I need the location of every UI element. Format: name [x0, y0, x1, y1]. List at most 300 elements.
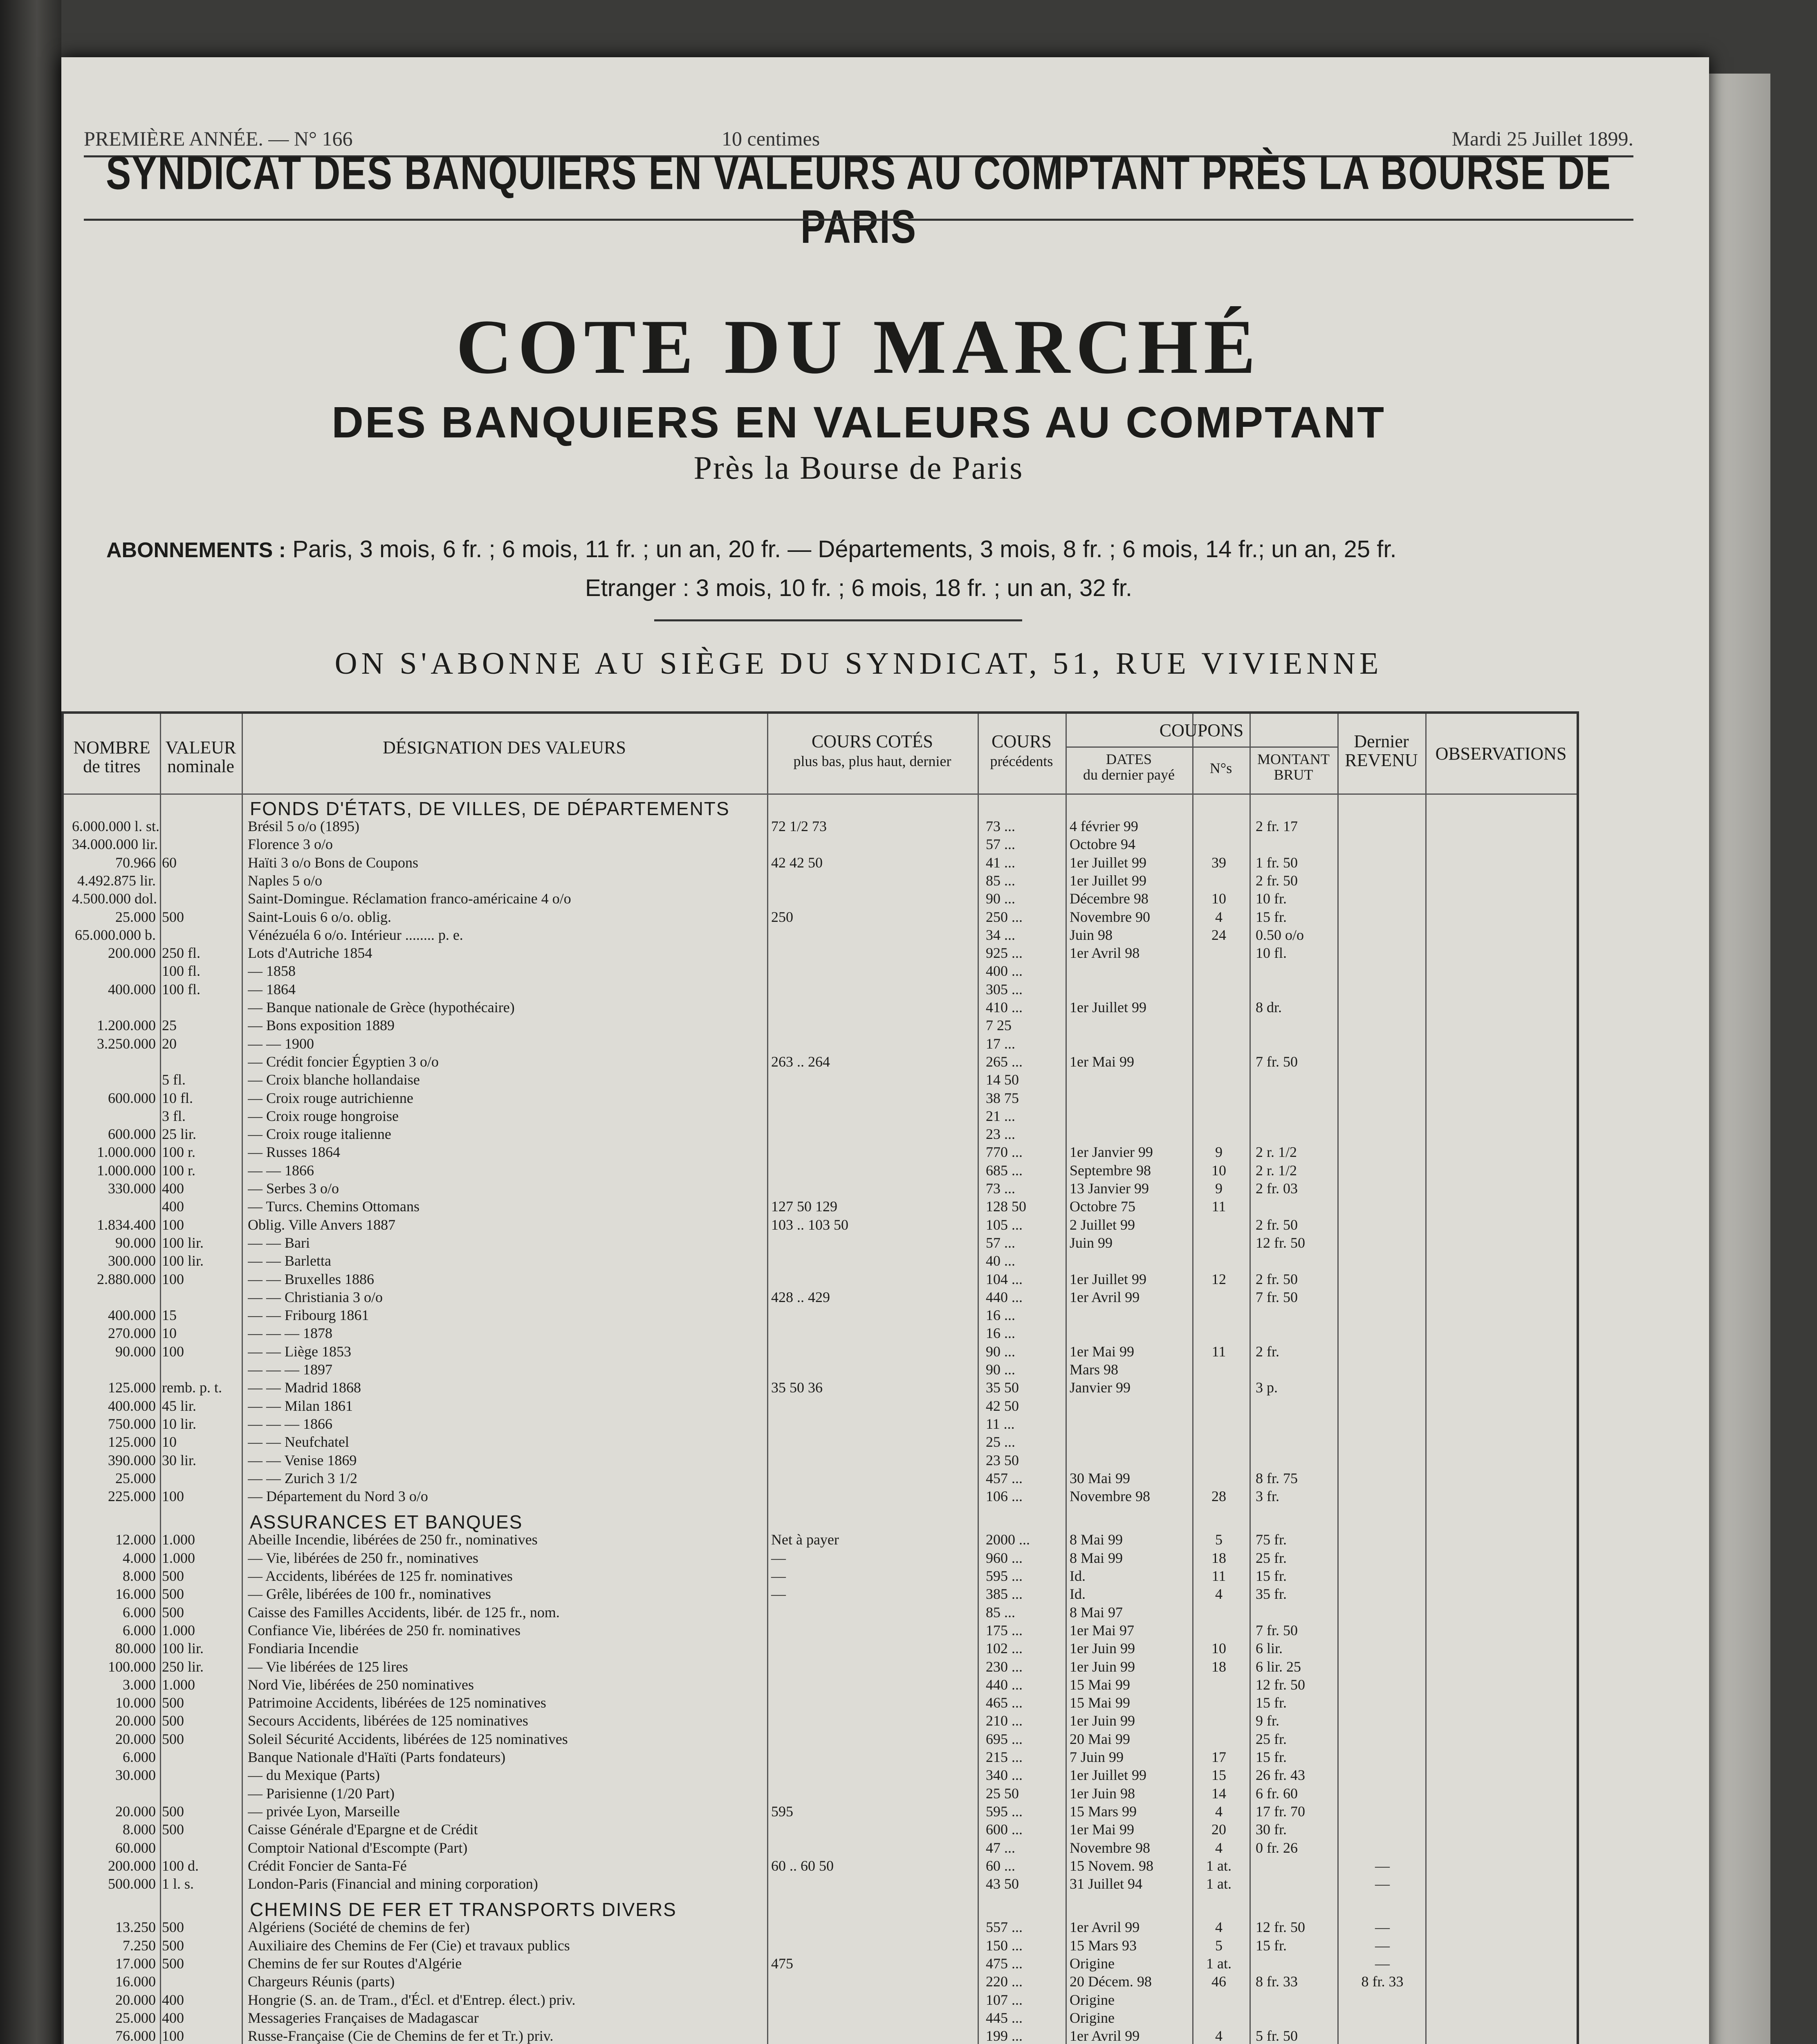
- valeur-cell: 500: [162, 1955, 184, 1972]
- coupon-number-cell: 1 at.: [1206, 1955, 1232, 1972]
- designation-cell: — Accidents, libérées de 125 fr. nominatives: [248, 1568, 513, 1584]
- coupon-date-cell: 1er Mai 99: [1070, 1053, 1134, 1070]
- nombre-cell: 6.000: [123, 1622, 156, 1638]
- coupon-date-cell: 1er Mai 99: [1070, 1821, 1134, 1838]
- table-row: [64, 1217, 1577, 1233]
- cours-precedents-cell: 210 ...: [986, 1712, 1023, 1729]
- designation-cell: Abeille Incendie, libérées de 250 fr., nominatives: [248, 1531, 538, 1548]
- issue-number: PREMIÈRE ANNÉE. — N° 166: [84, 127, 353, 150]
- table-row: [64, 1992, 1577, 2008]
- montant-brut-cell: 15 fr.: [1256, 1749, 1287, 1765]
- cours-cotes-cell: Net à payer: [771, 1531, 839, 1548]
- dernier-revenu-cell: —: [1375, 1937, 1390, 1954]
- cours-precedents-cell: 23 ...: [986, 1126, 1015, 1143]
- cours-precedents-cell: 925 ...: [986, 945, 1023, 961]
- montant-brut-cell: 5 fr. 50: [1256, 2028, 1298, 2044]
- cours-precedents-cell: 21 ...: [986, 1107, 1015, 1124]
- coupons-rule: [1066, 746, 1337, 748]
- coupon-number-cell: 9: [1215, 1180, 1223, 1197]
- cours-precedents-cell: 770 ...: [986, 1144, 1023, 1161]
- designation-cell: Confiance Vie, libérées de 250 fr. nominatives: [248, 1622, 520, 1638]
- cours-precedents-cell: 105 ...: [986, 1216, 1023, 1233]
- coupon-number-cell: 18: [1211, 1549, 1226, 1566]
- section-heading: FONDS D'ÉTATS, DE VILLES, DE DÉPARTEMENTS: [250, 798, 730, 819]
- designation-cell: Algériens (Société de chemins de fer): [248, 1919, 470, 1936]
- montant-brut-cell: 6 lir.: [1256, 1640, 1283, 1657]
- montant-brut-cell: 3 p.: [1256, 1379, 1278, 1396]
- table-row: [64, 1694, 1577, 1711]
- table-row: [64, 1676, 1577, 1693]
- cours-cotes-cell: 72 1/2 73: [771, 818, 827, 834]
- cours-cotes-cell: —: [771, 1549, 786, 1566]
- designation-cell: — Russes 1864: [248, 1144, 341, 1161]
- coupon-date-cell: Juin 98: [1070, 926, 1113, 943]
- coupon-date-cell: 20 Mai 99: [1070, 1730, 1130, 1747]
- designation-cell: — Crédit foncier Égyptien 3 o/o: [248, 1053, 439, 1070]
- table-row: [64, 1434, 1577, 1450]
- designation-cell: — Croix rouge hongroise: [248, 1107, 399, 1124]
- designation-cell: Banque Nationale d'Haïti (Parts fondateurs): [248, 1749, 506, 1765]
- table-row: [64, 1071, 1577, 1088]
- cours-cotes-cell: 60 .. 60 50: [771, 1857, 834, 1874]
- cours-precedents-cell: 265 ...: [986, 1053, 1023, 1070]
- nombre-cell: 500.000: [108, 1876, 156, 1892]
- valeur-cell: 10 fl.: [162, 1089, 193, 1106]
- table-row: [64, 963, 1577, 979]
- quotation-table: [61, 711, 1579, 2044]
- coupon-date-cell: Origine: [1070, 1955, 1115, 1972]
- montant-brut-cell: 30 fr.: [1256, 1821, 1287, 1838]
- coupon-date-cell: 31 Juillet 94: [1070, 1876, 1142, 1892]
- montant-brut-cell: 2 r. 1/2: [1256, 1162, 1297, 1179]
- valeur-cell: 100 fl.: [162, 963, 200, 979]
- designation-cell: Brésil 5 o/o (1895): [248, 818, 359, 834]
- cours-precedents-cell: 16 ...: [986, 1325, 1015, 1342]
- valeur-cell: 100 lir.: [162, 1234, 204, 1251]
- montant-brut-cell: 26 fr. 43: [1256, 1767, 1305, 1784]
- valeur-cell: 100 lir.: [162, 1640, 204, 1657]
- cours-precedents-cell: 305 ...: [986, 981, 1023, 997]
- coupon-number-cell: 10: [1211, 1162, 1226, 1179]
- coupon-date-cell: 1er Juin 99: [1070, 1658, 1135, 1675]
- table-row: [64, 1876, 1577, 1892]
- nombre-cell: 400.000: [108, 1307, 156, 1324]
- valeur-cell: remb. p. t.: [162, 1379, 222, 1396]
- coupon-date-cell: 4 février 99: [1070, 818, 1138, 834]
- nombre-cell: 6.000.000 l. st.: [72, 818, 160, 834]
- table-row: [64, 1604, 1577, 1620]
- designation-cell: — Bons exposition 1889: [248, 1017, 395, 1034]
- table-row: [64, 1325, 1577, 1341]
- coupon-date-cell: 30 Mai 99: [1070, 1470, 1130, 1486]
- table-row: [64, 1712, 1577, 1729]
- table-row: [64, 1307, 1577, 1323]
- coupon-date-cell: 1er Avril 99: [1070, 2028, 1140, 2044]
- coupon-number-cell: 12: [1211, 1271, 1226, 1287]
- nombre-cell: 17.000: [115, 1955, 156, 1972]
- nombre-cell: 76.000: [115, 2028, 156, 2044]
- valeur-cell: 45 lir.: [162, 1397, 197, 1414]
- valeur-cell: 10: [162, 1434, 177, 1450]
- designation-cell: — — Liège 1853: [248, 1343, 351, 1360]
- montant-brut-cell: 17 fr. 70: [1256, 1803, 1305, 1820]
- cours-precedents-cell: 220 ...: [986, 1973, 1023, 1990]
- montant-brut-cell: 10 fr.: [1256, 890, 1287, 907]
- valeur-cell: 100 r.: [162, 1144, 196, 1161]
- cours-precedents-cell: 90 ...: [986, 1361, 1015, 1378]
- header-dates: DATES du dernier payé: [1083, 751, 1175, 783]
- table-row: [64, 1379, 1577, 1396]
- coupon-number-cell: 5: [1215, 1937, 1223, 1954]
- table-row: [64, 1767, 1577, 1783]
- cours-precedents-cell: 445 ...: [986, 2009, 1023, 2026]
- table-row: [64, 1108, 1577, 1124]
- coupon-number-cell: 4: [1215, 2028, 1223, 2044]
- valeur-cell: 100 d.: [162, 1857, 199, 1874]
- cours-precedents-cell: 90 ...: [986, 1343, 1015, 1360]
- coupon-date-cell: 7 Juin 99: [1070, 1749, 1124, 1765]
- designation-cell: — — Bari: [248, 1234, 310, 1251]
- cours-precedents-cell: 23 50: [986, 1452, 1019, 1468]
- table-row: [64, 1017, 1577, 1033]
- valeur-cell: 15: [162, 1307, 177, 1324]
- header-montant: MONTANT BRUT: [1257, 751, 1330, 783]
- designation-cell: — — — 1878: [248, 1325, 332, 1342]
- designation-cell: Chargeurs Réunis (parts): [248, 1973, 395, 1990]
- coupon-date-cell: 2 Juillet 99: [1070, 1216, 1135, 1233]
- coupon-date-cell: 1er Juin 98: [1070, 1785, 1135, 1802]
- nombre-cell: 750.000: [108, 1415, 156, 1432]
- nombre-cell: 16.000: [115, 1586, 156, 1602]
- designation-cell: — Croix blanche hollandaise: [248, 1071, 420, 1088]
- coupon-number-cell: 18: [1211, 1658, 1226, 1675]
- header-rule: [64, 793, 1577, 795]
- header-nombre: NOMBRE de titres: [73, 737, 150, 776]
- valeur-cell: 25 lir.: [162, 1126, 197, 1143]
- coupon-date-cell: 1er Mai 97: [1070, 1622, 1134, 1638]
- coupon-date-cell: 1er Mai 99: [1070, 1343, 1134, 1360]
- table-row: [64, 1198, 1577, 1215]
- cours-cotes-cell: —: [771, 1568, 786, 1584]
- nombre-cell: 2.880.000: [97, 1271, 156, 1287]
- montant-brut-cell: 6 lir. 25: [1256, 1658, 1301, 1675]
- montant-brut-cell: 3 fr.: [1256, 1488, 1279, 1505]
- coupon-date-cell: Novembre 90: [1070, 908, 1150, 925]
- table-row: [64, 945, 1577, 961]
- designation-cell: London-Paris (Financial and mining corporation): [248, 1876, 538, 1892]
- coupon-date-cell: 8 Mai 99: [1070, 1549, 1123, 1566]
- designation-cell: — Turcs. Chemins Ottomans: [248, 1198, 420, 1215]
- cours-precedents-cell: 73 ...: [986, 818, 1015, 834]
- nombre-cell: 300.000: [108, 1253, 156, 1269]
- nombre-cell: 70.966: [115, 854, 156, 871]
- table-row: [64, 1090, 1577, 1106]
- coupon-date-cell: 15 Mars 93: [1070, 1937, 1137, 1954]
- montant-brut-cell: 2 fr. 17: [1256, 818, 1298, 834]
- coupon-date-cell: 1er Juillet 99: [1070, 854, 1146, 871]
- table-row: [64, 1803, 1577, 1820]
- montant-brut-cell: 0 fr. 26: [1256, 1839, 1298, 1856]
- cours-cotes-cell: 250: [771, 908, 793, 925]
- cours-precedents-cell: 107 ...: [986, 1991, 1023, 2008]
- banner-rule: [84, 219, 1633, 221]
- cours-precedents-cell: 14 50: [986, 1071, 1019, 1088]
- cours-precedents-cell: 7 25: [986, 1017, 1012, 1034]
- table-row: [64, 909, 1577, 925]
- montant-brut-cell: 0.50 o/o: [1256, 926, 1304, 943]
- table-row: [64, 1398, 1577, 1414]
- nombre-cell: 20.000: [115, 1730, 156, 1747]
- cours-precedents-cell: 34 ...: [986, 926, 1015, 943]
- coupon-number-cell: 4: [1215, 1586, 1223, 1602]
- designation-cell: — — Madrid 1868: [248, 1379, 361, 1396]
- cours-precedents-cell: 25 ...: [986, 1434, 1015, 1450]
- table-row: [64, 854, 1577, 871]
- designation-cell: — Serbes 3 o/o: [248, 1180, 339, 1197]
- valeur-cell: 1.000: [162, 1549, 195, 1566]
- coupon-date-cell: 15 Mars 99: [1070, 1803, 1137, 1820]
- table-row: [64, 1622, 1577, 1638]
- cours-precedents-cell: 41 ...: [986, 854, 1015, 871]
- valeur-cell: 10 lir.: [162, 1415, 197, 1432]
- designation-cell: — Vie libérées de 125 lires: [248, 1658, 408, 1675]
- cours-precedents-cell: 60 ...: [986, 1857, 1015, 1874]
- montant-brut-cell: 2 fr. 03: [1256, 1180, 1298, 1197]
- coupon-date-cell: 15 Novem. 98: [1070, 1857, 1153, 1874]
- designation-cell: Soleil Sécurité Accidents, libérées de 125 nominatives: [248, 1730, 568, 1747]
- coupon-number-cell: 24: [1211, 926, 1226, 943]
- nombre-cell: 4.500.000 dol.: [72, 890, 157, 907]
- main-title: COTE DU MARCHÉ: [456, 304, 1261, 390]
- coupon-number-cell: 46: [1211, 1973, 1226, 1990]
- table-row: [64, 1973, 1577, 1990]
- cours-precedents-cell: 440 ...: [986, 1289, 1023, 1305]
- cours-precedents-cell: 685 ...: [986, 1162, 1023, 1179]
- nombre-cell: 1.200.000: [97, 1017, 156, 1034]
- nombre-cell: 270.000: [108, 1325, 156, 1342]
- valeur-cell: 1.000: [162, 1622, 195, 1638]
- designation-cell: Lots d'Autriche 1854: [248, 945, 372, 961]
- cours-precedents-cell: 85 ...: [986, 872, 1015, 889]
- table-row: [64, 1840, 1577, 1856]
- nombre-cell: 600.000: [108, 1089, 156, 1106]
- nombre-cell: 25.000: [115, 1470, 156, 1486]
- valeur-cell: 500: [162, 1694, 184, 1711]
- montant-brut-cell: 2 fr. 50: [1256, 872, 1298, 889]
- designation-cell: — — Christiania 3 o/o: [248, 1289, 383, 1305]
- coupon-date-cell: 1er Juillet 99: [1070, 1767, 1146, 1784]
- coupon-date-cell: 15 Mai 99: [1070, 1676, 1130, 1693]
- nombre-cell: 7.250: [123, 1937, 156, 1954]
- coupon-number-cell: 4: [1215, 1803, 1223, 1820]
- designation-cell: Crédit Foncier de Santa-Fé: [248, 1857, 407, 1874]
- valeur-cell: 100: [162, 1271, 184, 1287]
- subscription-prices: Paris, 3 mois, 6 fr. ; 6 mois, 11 fr. ; un an, 20 fr. — Départements, 3 mois, 8 fr. ; 6 mois, 14 fr.; un an, 25 fr.: [292, 536, 1397, 563]
- table-row: [64, 1919, 1577, 1935]
- table-row: [64, 890, 1577, 907]
- designation-cell: — — Zurich 3 1/2: [248, 1470, 357, 1486]
- section-heading: ASSURANCES ET BANQUES: [250, 1511, 523, 1533]
- table-row: [64, 1416, 1577, 1432]
- cours-precedents-cell: 250 ...: [986, 908, 1023, 925]
- cours-precedents-cell: 230 ...: [986, 1658, 1023, 1675]
- designation-cell: — Grêle, libérées de 100 fr., nominatives: [248, 1586, 491, 1602]
- montant-brut-cell: 9 fr.: [1256, 1712, 1279, 1729]
- dernier-revenu-cell: —: [1375, 1876, 1390, 1892]
- designation-cell: Saint-Louis 6 o/o. oblig.: [248, 908, 391, 925]
- designation-cell: — Banque nationale de Grèce (hypothécaire): [248, 999, 515, 1015]
- nombre-cell: 13.250: [115, 1919, 156, 1936]
- table-row: [64, 1126, 1577, 1142]
- designation-cell: — — Fribourg 1861: [248, 1307, 369, 1324]
- montant-brut-cell: 12 fr. 50: [1256, 1676, 1305, 1693]
- nombre-cell: 400.000: [108, 1397, 156, 1414]
- coupon-date-cell: 8 Mai 97: [1070, 1604, 1123, 1620]
- table-row: [64, 1361, 1577, 1378]
- valeur-cell: 500: [162, 1604, 184, 1620]
- cours-precedents-cell: 595 ...: [986, 1803, 1023, 1820]
- cours-precedents-cell: 57 ...: [986, 836, 1015, 853]
- nombre-cell: 20.000: [115, 1803, 156, 1820]
- page-edge: [1709, 74, 1770, 2044]
- coupon-date-cell: Id.: [1070, 1568, 1086, 1584]
- valeur-cell: 100 lir.: [162, 1253, 204, 1269]
- designation-cell: Florence 3 o/o: [248, 836, 333, 853]
- cours-precedents-cell: 73 ...: [986, 1180, 1015, 1197]
- coupon-date-cell: 1er Juillet 99: [1070, 999, 1146, 1015]
- nombre-cell: 3.000: [123, 1676, 156, 1693]
- nombre-cell: 200.000: [108, 1857, 156, 1874]
- coupon-number-cell: 5: [1215, 1531, 1223, 1548]
- nombre-cell: 600.000: [108, 1126, 156, 1143]
- valeur-cell: 500: [162, 1821, 184, 1838]
- coupon-date-cell: 8 Mai 99: [1070, 1531, 1123, 1548]
- cours-precedents-cell: 215 ...: [986, 1749, 1023, 1765]
- valeur-cell: 100: [162, 1216, 184, 1233]
- cours-cotes-cell: —: [771, 1586, 786, 1602]
- nombre-cell: 3.250.000: [97, 1035, 156, 1052]
- coupon-number-cell: 1 at.: [1206, 1857, 1232, 1874]
- table-row: [64, 1821, 1577, 1838]
- valeur-cell: 3 fl.: [162, 1107, 186, 1124]
- cours-precedents-cell: 695 ...: [986, 1730, 1023, 1747]
- table-row: [64, 1586, 1577, 1602]
- cours-precedents-cell: 16 ...: [986, 1307, 1015, 1324]
- table-row: [64, 1858, 1577, 1874]
- designation-cell: — Croix rouge autrichienne: [248, 1089, 413, 1106]
- table-row: [64, 1343, 1577, 1360]
- designation-cell: Caisse Générale d'Epargne et de Crédit: [248, 1821, 478, 1838]
- nombre-cell: 16.000: [115, 1973, 156, 1990]
- valeur-cell: 250 fl.: [162, 945, 200, 961]
- designation-cell: Secours Accidents, libérées de 125 nominatives: [248, 1712, 528, 1729]
- cours-precedents-cell: 38 75: [986, 1089, 1019, 1106]
- nombre-cell: 65.000.000 b.: [75, 926, 156, 943]
- nombre-cell: 12.000: [115, 1531, 156, 1548]
- table-row: [64, 927, 1577, 943]
- coupon-number-cell: 20: [1211, 1821, 1226, 1838]
- table-row: [64, 836, 1577, 852]
- montant-brut-cell: 6 fr. 60: [1256, 1785, 1298, 1802]
- designation-cell: Hongrie (S. an. de Tram., d'Écl. et d'Entrep. élect.) priv.: [248, 1991, 576, 2008]
- table-row: [64, 1640, 1577, 1656]
- table-row: [64, 1785, 1577, 1802]
- dernier-revenu-cell: —: [1375, 1955, 1390, 1972]
- nombre-cell: 225.000: [108, 1488, 156, 1505]
- valeur-cell: 20: [162, 1035, 177, 1052]
- coupon-number-cell: 9: [1215, 1144, 1223, 1161]
- cours-cotes-cell: 103 .. 103 50: [771, 1216, 848, 1233]
- valeur-cell: 400: [162, 1991, 184, 2008]
- valeur-cell: 1.000: [162, 1676, 195, 1693]
- subscription-address: ON S'ABONNE AU SIÈGE DU SYNDICAT, 51, RUE VIVIENNE: [334, 646, 1383, 681]
- designation-cell: — 1864: [248, 981, 296, 997]
- cours-precedents-cell: 42 50: [986, 1397, 1019, 1414]
- table-row: [64, 1531, 1577, 1548]
- nombre-cell: 25.000: [115, 908, 156, 925]
- coupon-date-cell: 1er Juin 99: [1070, 1640, 1135, 1657]
- price: 10 centimes: [722, 127, 820, 150]
- designation-cell: Haïti 3 o/o Bons de Coupons: [248, 854, 419, 871]
- coupon-number-cell: 39: [1211, 854, 1226, 871]
- coupon-date-cell: 1er Avril 99: [1070, 1919, 1140, 1936]
- table-row: [64, 1937, 1577, 1954]
- table-row: [64, 999, 1577, 1015]
- table-row: [64, 1470, 1577, 1486]
- designation-cell: Naples 5 o/o: [248, 872, 322, 889]
- cours-precedents-cell: 90 ...: [986, 890, 1015, 907]
- cours-precedents-cell: 104 ...: [986, 1271, 1023, 1287]
- designation-cell: — Croix rouge italienne: [248, 1126, 391, 1143]
- coupon-number-cell: 4: [1215, 1919, 1223, 1936]
- montant-brut-cell: 15 fr.: [1256, 1568, 1287, 1584]
- cours-precedents-cell: 128 50: [986, 1198, 1026, 1215]
- cours-precedents-cell: 600 ...: [986, 1821, 1023, 1838]
- coupon-date-cell: Id.: [1070, 1586, 1086, 1602]
- cours-cotes-cell: 428 .. 429: [771, 1289, 830, 1305]
- designation-cell: Russe-Française (Cie de Chemins de fer et Tr.) priv.: [248, 2028, 554, 2044]
- coupon-number-cell: 4: [1215, 908, 1223, 925]
- cours-precedents-cell: 2000 ...: [986, 1531, 1030, 1548]
- nombre-cell: 8.000: [123, 1568, 156, 1584]
- coupon-date-cell: 1er Avril 98: [1070, 945, 1140, 961]
- montant-brut-cell: 75 fr.: [1256, 1531, 1287, 1548]
- table-row: [64, 1550, 1577, 1566]
- valeur-cell: 100: [162, 1343, 184, 1360]
- nombre-cell: 400.000: [108, 981, 156, 997]
- subscription-label: ABONNEMENTS :: [106, 538, 286, 562]
- header-dernier-revenu: Dernier REVENU: [1345, 731, 1418, 770]
- cours-cotes-cell: 263 .. 264: [771, 1053, 830, 1070]
- coupon-date-cell: Novembre 98: [1070, 1839, 1150, 1856]
- cours-precedents-cell: 440 ...: [986, 1676, 1023, 1693]
- cours-precedents-cell: 106 ...: [986, 1488, 1023, 1505]
- newspaper-page: [61, 57, 1709, 2044]
- table-row: [64, 1271, 1577, 1287]
- cours-precedents-cell: 85 ...: [986, 1604, 1015, 1620]
- table-row: [64, 1180, 1577, 1197]
- coupon-date-cell: Octobre 75: [1070, 1198, 1135, 1215]
- cours-precedents-cell: 465 ...: [986, 1694, 1023, 1711]
- coupon-date-cell: Janvier 99: [1070, 1379, 1131, 1396]
- subscription-line-2: Etranger : 3 mois, 10 fr. ; 6 mois, 18 fr. ; un an, 32 fr.: [585, 575, 1132, 601]
- valeur-cell: 1 l. s.: [162, 1876, 194, 1892]
- table-row: [64, 1035, 1577, 1052]
- cours-precedents-cell: 175 ...: [986, 1622, 1023, 1638]
- title-location: Près la Bourse de Paris: [693, 450, 1024, 486]
- montant-brut-cell: 15 fr.: [1256, 1937, 1287, 1954]
- nombre-cell: 34.000.000 lir.: [72, 836, 158, 853]
